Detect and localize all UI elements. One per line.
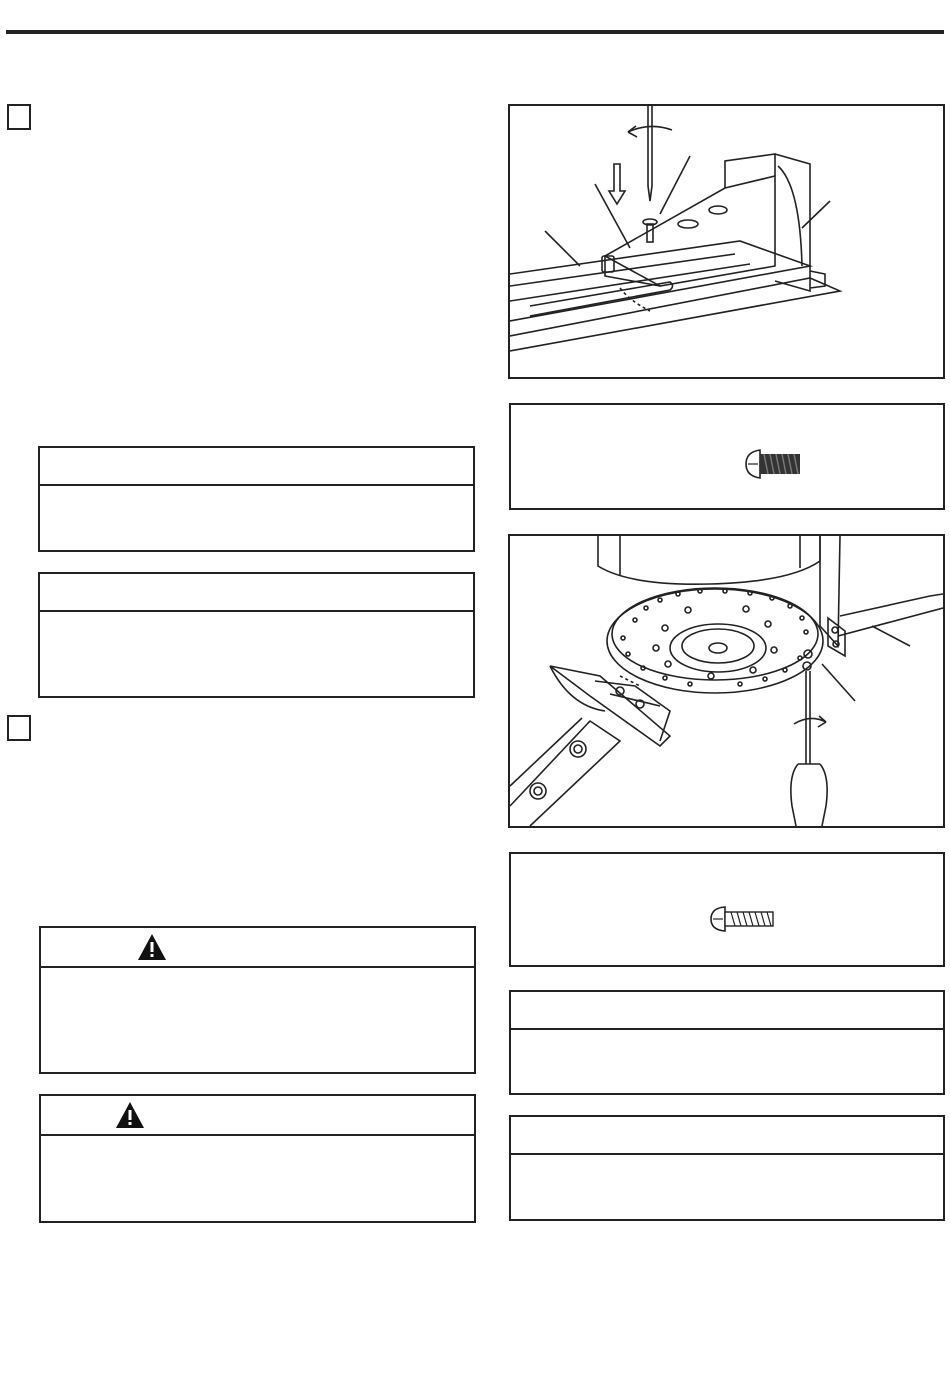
truss-head-screw-icon [745,447,805,481]
warning-triangle-icon [115,1101,145,1129]
note-panel-3 [509,990,945,1095]
note-panel-2-header [40,574,473,612]
warning-triangle-icon [137,933,167,961]
warning-panel-2 [39,1094,476,1223]
warning-panel-1-header [41,928,474,968]
blade-attach-illustration [510,106,943,377]
step-box-2 [7,715,31,741]
arm-to-motor-illustration [510,536,943,826]
figure-arm-to-motor [508,534,945,828]
step-box-1 [7,104,31,130]
note-panel-4-header [511,1117,943,1155]
warning-panel-1 [39,926,476,1074]
note-panel-2 [38,572,475,698]
warning-panel-2-header [41,1096,474,1136]
note-panel-1-header [40,448,473,486]
hardware-callout-blade-screw [509,403,945,510]
header-rule [6,30,944,34]
figure-blade-attach [508,104,945,379]
pan-head-screw-icon [709,904,779,934]
note-panel-4 [509,1115,945,1221]
note-panel-1 [38,446,475,552]
note-panel-3-header [511,992,943,1030]
hardware-callout-motor-screw [509,852,945,967]
